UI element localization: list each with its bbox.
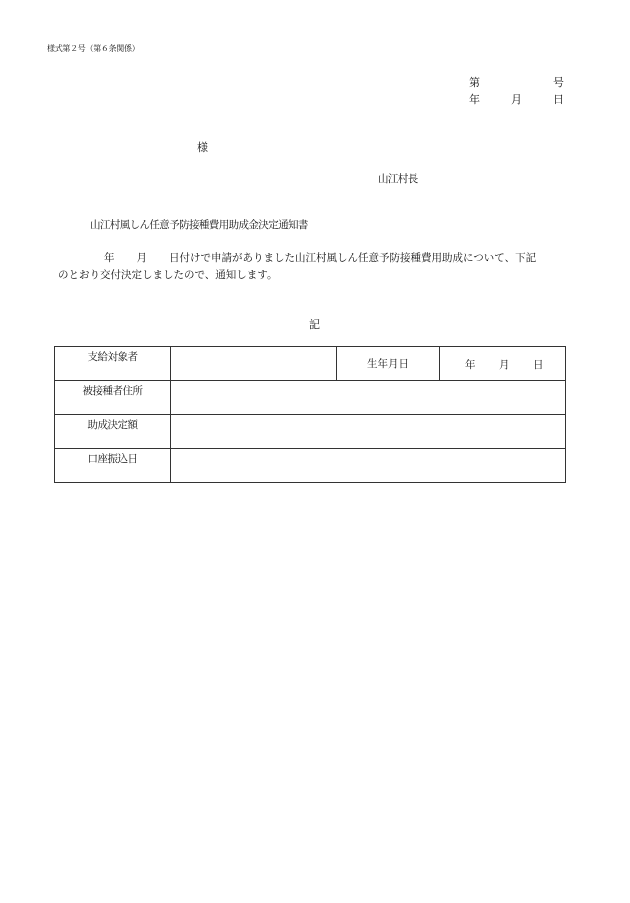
table-row-transfer-date bbox=[55, 449, 566, 483]
recipient-value bbox=[171, 347, 337, 381]
doc-number-suffix: 号 bbox=[553, 76, 564, 89]
issuer-name: 山江村長 bbox=[378, 173, 418, 185]
doc-number-prefix: 第 bbox=[469, 76, 480, 89]
body-month: 月 bbox=[136, 252, 147, 264]
grant-details-table bbox=[54, 346, 566, 483]
address-label: 被接種者住所 bbox=[55, 381, 171, 415]
issue-date-month: 月 bbox=[511, 93, 522, 106]
birth-year-unit: 年 bbox=[465, 359, 476, 371]
transfer-date-label: 口座振込日 bbox=[55, 449, 171, 483]
issue-date-day: 日 bbox=[553, 93, 564, 106]
table-row-recipient bbox=[55, 347, 566, 381]
birth-month-unit: 月 bbox=[499, 359, 510, 371]
birth-day-unit: 日 bbox=[533, 359, 544, 371]
ki-heading: 記 bbox=[309, 318, 320, 331]
address-value bbox=[171, 381, 566, 415]
body-year: 年 bbox=[104, 252, 115, 264]
issue-date-year: 年 bbox=[469, 93, 480, 106]
addressee-suffix: 様 bbox=[197, 141, 208, 154]
table-row-amount bbox=[55, 415, 566, 449]
table-row-address bbox=[55, 381, 566, 415]
document-title: 山江村風しん任意予防接種費用助成金決定通知書 bbox=[90, 219, 308, 231]
notice-body bbox=[60, 250, 590, 284]
notice-body-line-1 bbox=[60, 250, 590, 267]
recipient-label: 支給対象者 bbox=[55, 347, 171, 381]
amount-value bbox=[171, 415, 566, 449]
amount-label: 助成決定額 bbox=[55, 415, 171, 449]
form-number: 様式第２号（第６条関係） bbox=[47, 44, 140, 53]
notice-body-line-2: のとおり交付決定しましたので、通知します。 bbox=[58, 269, 278, 281]
body-day-text: 日付けで申請がありました山江村風しん任意予防接種費用助成について、下記 bbox=[169, 252, 537, 264]
transfer-date-value bbox=[171, 449, 566, 483]
birthdate-value bbox=[440, 347, 566, 381]
birthdate-label: 生年月日 bbox=[337, 347, 440, 381]
